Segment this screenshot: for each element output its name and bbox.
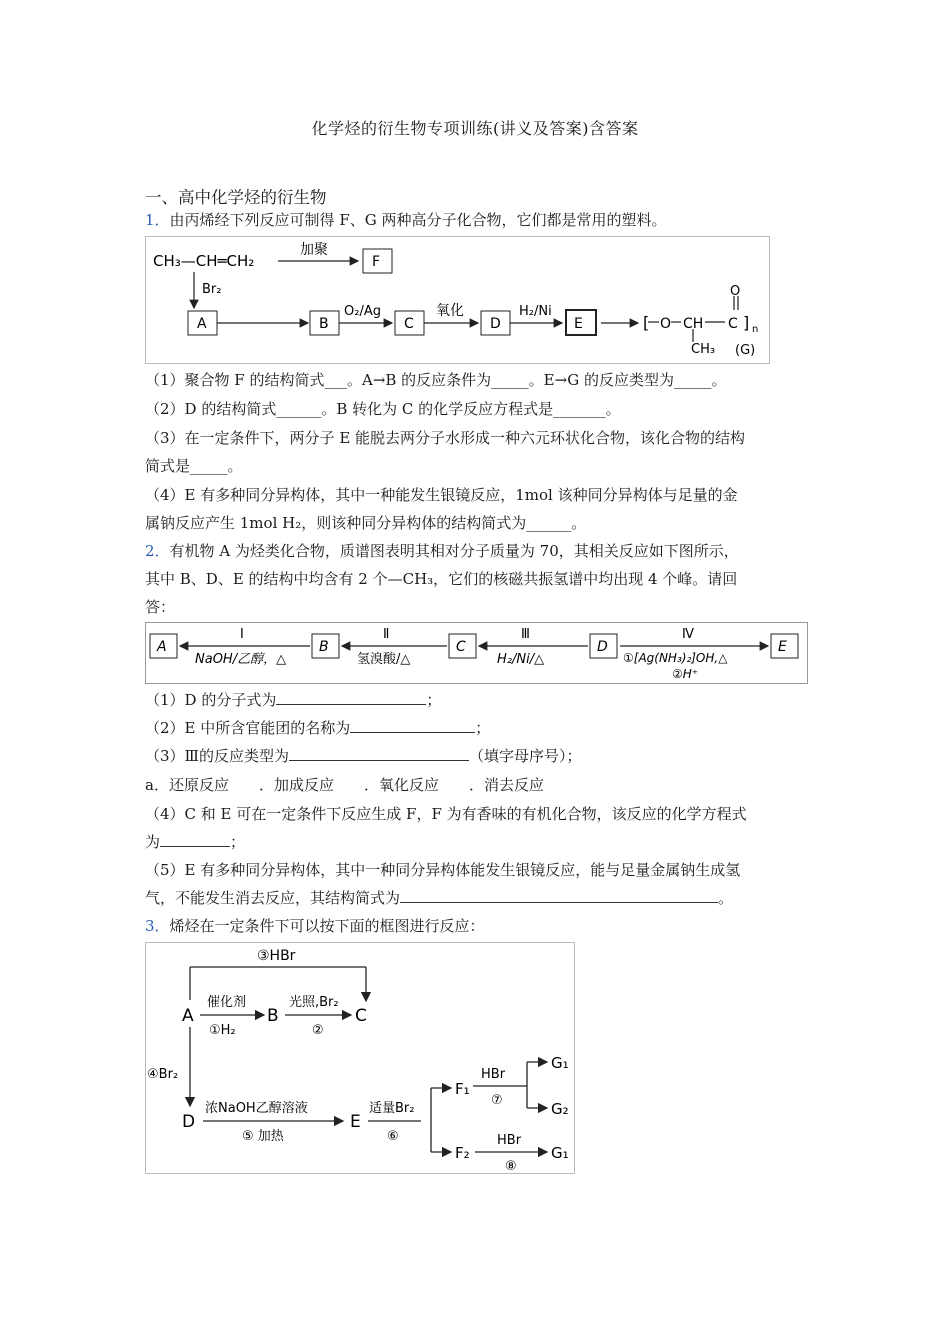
q3-G2: G₂ <box>551 1100 569 1118</box>
q1-number: 1． <box>145 211 170 229</box>
q1-g-c: C <box>728 316 738 332</box>
q3-number: 3． <box>145 917 170 935</box>
q3-catalyst: 催化剂 <box>207 995 247 1010</box>
q1-g-carbonyl-o: O <box>730 284 741 299</box>
q2-part5-text: 气，不能发生消去反应，其结构简式为 <box>145 889 401 907</box>
q3-light: 光照,Br₂ <box>289 995 339 1010</box>
q3-D: D <box>182 1112 196 1132</box>
q2-part1-end: ； <box>426 691 442 709</box>
q3-C: C <box>355 1006 367 1026</box>
q1-B: B <box>319 316 329 332</box>
q2-part5-line2 <box>145 888 733 908</box>
q2-part5-blank <box>400 888 718 903</box>
q2-part4-line1: （4）C 和 E 可在一定条件下反应生成 F，F 为有香味的有机化合物，该反应的化学方程式 <box>145 805 747 823</box>
q1-g-bracket-right: ] <box>743 313 750 332</box>
q2-stem-line2: 其中 B、D、E 的结构中均含有 2 个—CH₃，它们的核磁共振氢谱中均出现 4 个峰。请回 <box>145 570 738 588</box>
q3-F2: F₂ <box>455 1144 470 1162</box>
q2-step4-cond1: ①[Ag(NH₃)₂]OH,△ <box>623 651 728 665</box>
q1-h2ni: H₂/Ni <box>519 304 552 319</box>
q3-step7: ⑦ <box>491 1093 503 1108</box>
q1-poly-label: 加聚 <box>300 242 328 258</box>
q2-part4-line2 <box>145 832 245 852</box>
q1-stem-line <box>145 210 666 230</box>
q3-hbr8: HBr <box>497 1133 522 1148</box>
q1-g-ch: CH <box>683 316 704 332</box>
q2-step3: Ⅲ <box>521 627 530 642</box>
q1-part3-line2: 简式是_____。 <box>145 457 243 475</box>
q3-naoh: 浓NaOH乙醇溶液 <box>205 1101 308 1116</box>
q1-part4-line2: 属钠反应产生 1mol H₂，则该种同分异构体的结构简式为______。 <box>145 514 587 532</box>
q1-g-o: O <box>660 316 672 332</box>
q2-D: D <box>597 639 608 655</box>
q3-step8: ⑧ <box>505 1159 517 1174</box>
q1-reaction-diagram <box>145 236 770 364</box>
q2-part2 <box>145 718 490 738</box>
q2-step2-cond: 氢溴酸/△ <box>357 652 411 667</box>
q3-E: E <box>350 1112 361 1132</box>
q2-part4-blank <box>160 832 230 847</box>
q2-part3-end: （填字母序号）； <box>469 747 582 765</box>
q1-F: F <box>372 254 381 270</box>
q3-hbr3: ③HBr <box>257 948 296 964</box>
q1-part1: （1）聚合物 F 的结构简式___。A→B 的反应条件为_____。E→G 的反应类型为_____。 <box>145 371 727 389</box>
q2-B: B <box>319 639 329 655</box>
q2-part5-line1: （5）E 有多种同分异构体，其中一种同分异构体能发生银镜反应，能与足量金属钠生成氢 <box>145 861 741 879</box>
q3-A: A <box>182 1006 194 1026</box>
q1-C: C <box>404 316 414 332</box>
q2-reaction-diagram <box>145 622 808 684</box>
page-title: 化学烃的衍生物专项训练(讲义及答案)含答案 <box>311 119 639 138</box>
q1-g-bracket-left: [ <box>643 313 650 332</box>
q1-g-n: n <box>752 324 759 335</box>
q1-part4-line1: （4）E 有多种同分异构体，其中一种能发生银镜反应，1mol 该种同分异构体与足量的金 <box>145 486 738 504</box>
q3-F1: F₁ <box>455 1080 470 1098</box>
q2-step3-cond: H₂/Ni/△ <box>497 652 545 667</box>
q1-stem: 由丙烯经下列反应可制得 F、G 两种高分子化合物，它们都是常用的塑料。 <box>169 211 667 229</box>
q2-stem-line3: 答： <box>145 598 176 616</box>
q1-A: A <box>197 316 207 332</box>
q3-G1-bottom: G₁ <box>551 1144 569 1162</box>
q1-propene: CH₃—CH═CH₂ <box>153 252 255 270</box>
q2-A: A <box>157 639 167 655</box>
q2-number: 2． <box>145 542 170 560</box>
q1-ox: 氧化 <box>436 303 464 319</box>
section-heading: 一、高中化学烃的衍生物 <box>145 188 327 207</box>
q1-g-ch3: CH₃ <box>691 342 716 357</box>
q1-o2ag: O₂/Ag <box>344 304 381 319</box>
q1-E: E <box>574 316 583 332</box>
q2-step2: Ⅱ <box>383 627 390 642</box>
q1-part3-line1: （3）在一定条件下，两分子 E 能脱去两分子水形成一种六元环状化合物，该化合物的结构 <box>145 429 746 447</box>
q2-part4-text: 为 <box>145 833 161 851</box>
q2-stem-a: 有机物 A 为烃类化合物，质谱图表明其相对分子质量为 70，其相关反应如下图所示， <box>169 542 739 560</box>
q2-part1-blank <box>276 690 426 705</box>
q2-stem-line1 <box>145 541 739 561</box>
q2-part2-text: （2）E 中所含官能团的名称为 <box>145 719 351 737</box>
q2-step4-cond2: ②H⁺ <box>672 667 699 681</box>
q1-part2: （2）D 的结构简式______。B 转化为 C 的化学反应方程式是_______。 <box>145 400 621 418</box>
q2-options: a．还原反应 ．加成反应 ．氧化反应 ．消去反应 <box>145 776 544 794</box>
q2-E: E <box>778 639 787 655</box>
q2-part5-end: 。 <box>718 889 734 907</box>
q2-part1 <box>145 690 441 710</box>
q3-step6: ⑥ <box>387 1129 399 1144</box>
q3-hbr7: HBr <box>481 1067 506 1082</box>
q2-part2-blank <box>350 718 475 733</box>
q2-part2-end: ； <box>475 719 491 737</box>
q2-part4-end: ； <box>230 833 246 851</box>
q3-G1-top: G₁ <box>551 1054 569 1072</box>
q2-part3-text: （3）Ⅲ的反应类型为 <box>145 747 290 765</box>
q3-h2: ①H₂ <box>209 1023 236 1038</box>
q3-heat: ⑤ 加热 <box>242 1129 284 1144</box>
q2-step4: Ⅳ <box>682 627 694 642</box>
q1-D: D <box>490 316 501 332</box>
q2-part3-blank <box>289 746 469 761</box>
q3-br2-6: 适量Br₂ <box>369 1101 415 1116</box>
q3-B: B <box>267 1006 279 1026</box>
q3-reaction-diagram <box>145 942 575 1174</box>
q2-step1: Ⅰ <box>240 627 244 642</box>
q3-step2: ② <box>312 1023 324 1038</box>
q3-stem-line <box>145 916 485 936</box>
q1-g-label: (G) <box>735 343 756 358</box>
q3-stem: 烯烃在一定条件下可以按下面的框图进行反应： <box>169 917 485 935</box>
q2-part1-text: （1）D 的分子式为 <box>145 691 277 709</box>
q2-step1-cond: NaOH/乙醇，△ <box>195 652 287 667</box>
q1-br2: Br₂ <box>202 282 222 297</box>
q2-C: C <box>456 639 466 655</box>
q2-part3 <box>145 746 582 766</box>
q3-br2-4: ④Br₂ <box>147 1067 179 1082</box>
